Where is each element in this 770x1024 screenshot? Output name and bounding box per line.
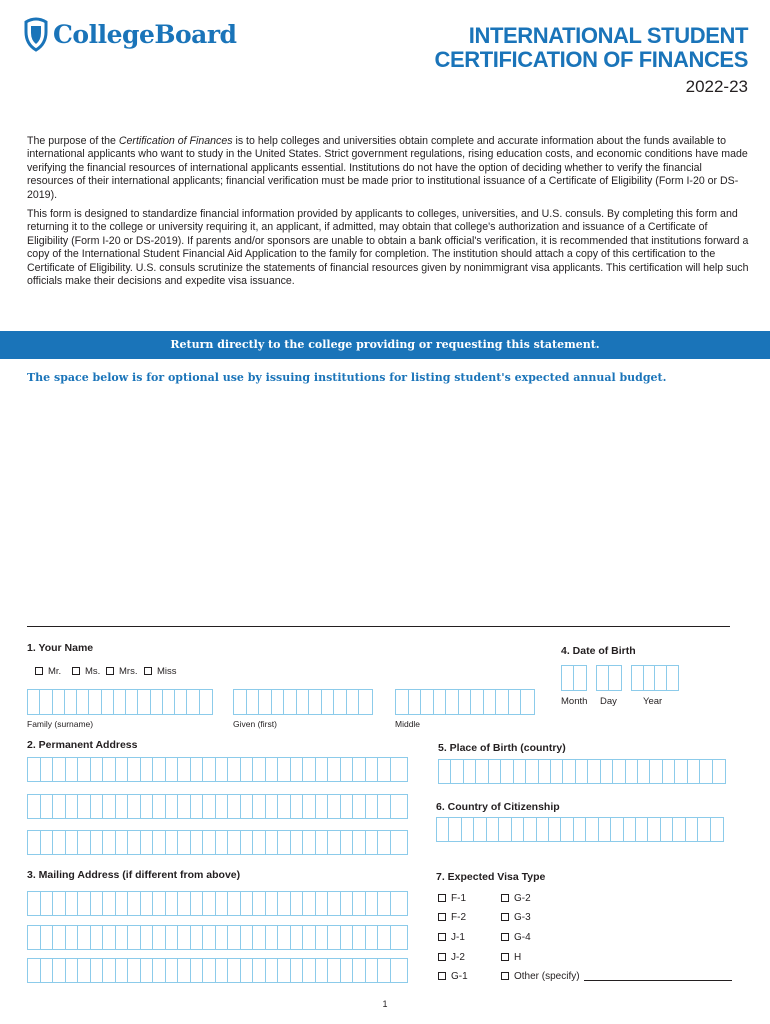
title-line-1: INTERNATIONAL STUDENT <box>468 23 748 48</box>
page-number: 1 <box>382 999 388 1009</box>
given-name-caption: Given (first) <box>233 719 277 729</box>
checkbox-icon <box>438 933 446 941</box>
visa-option-f2[interactable] <box>438 912 466 923</box>
checkbox-icon <box>144 667 152 675</box>
title-option-miss[interactable] <box>144 666 177 677</box>
month-caption: Month <box>561 696 588 707</box>
citizenship-label: 6. Country of Citizenship <box>436 801 560 813</box>
academic-year: 2022-23 <box>685 77 748 96</box>
year-caption: Year <box>643 696 663 707</box>
visa-option-label: G-2 <box>514 893 531 904</box>
visa-option-g2[interactable] <box>501 893 531 904</box>
permanent-address-line-1[interactable] <box>27 757 408 782</box>
checkbox-icon <box>106 667 114 675</box>
logo-text: CollegeBoard <box>53 19 237 49</box>
intro-paragraph-2: This form is designed to standardize financial information provided by applicants to colleges, universities, and U.S. consuls. By completing this form and returning it to the college or university requiring it, an applicant, if admitted, may obtain that college's authorization and issuance of a Certificate of Eligibility (Form I-20 or DS-2019). If parents and/or sponsors are unable to obtain a bank official's verification, it is recommended that institutions forward a copy of the International Student Financial Aid Application to the family for completion. The institution should attach a copy of this certification to the Certificate of Eligibility. U.S. consuls scrutinize the statements of financial resources given by nonimmigrant visa applicants. This certification will help such officials make their decisions and expedite visa issuance. <box>27 208 749 288</box>
permanent-address-line-3[interactable] <box>27 830 408 855</box>
visa-option-label: G-4 <box>514 932 531 943</box>
day-caption: Day <box>600 696 617 707</box>
optional-budget-note: The space below is for optional use by issuing institutions for listing student's expected annual budget. <box>27 371 667 384</box>
visa-option-label: G-3 <box>514 912 531 923</box>
birthplace-input[interactable] <box>438 759 726 784</box>
title-option-label: Miss <box>157 666 177 677</box>
checkbox-icon <box>438 953 446 961</box>
intro-p1-start: The purpose of the <box>27 135 119 147</box>
mailing-address-label: 3. Mailing Address (if different from above) <box>27 869 241 881</box>
dob-year-input[interactable] <box>631 665 679 691</box>
given-name-input[interactable] <box>233 689 373 715</box>
birthplace-label: 5. Place of Birth (country) <box>438 742 566 754</box>
checkbox-icon <box>438 894 446 902</box>
section-divider <box>27 626 730 627</box>
checkbox-icon <box>501 894 509 902</box>
checkbox-icon <box>501 972 509 980</box>
visa-option-h[interactable] <box>501 952 521 963</box>
family-name-caption: Family (surname) <box>27 719 94 729</box>
acorn-logo-icon <box>22 16 50 52</box>
title-option-label: Mrs. <box>119 666 138 677</box>
checkbox-icon <box>501 933 509 941</box>
dob-day-input[interactable] <box>596 665 622 691</box>
return-banner: Return directly to the college providing or requesting this statement. <box>0 331 770 359</box>
intro-p1-italic: Certification of Finances <box>118 135 233 147</box>
permanent-address-label: 2. Permanent Address <box>27 739 138 751</box>
title-option-label: Ms. <box>85 666 101 677</box>
checkbox-icon <box>438 913 446 921</box>
title-option-label: Mr. <box>48 666 62 677</box>
mailing-address-line-3[interactable] <box>27 958 408 983</box>
form-title <box>435 24 748 97</box>
checkbox-icon <box>501 953 509 961</box>
visa-option-f1[interactable] <box>438 893 466 904</box>
dob-month-input[interactable] <box>561 665 587 691</box>
dob-label: 4. Date of Birth <box>561 645 636 657</box>
intro-paragraph-1 <box>27 135 749 202</box>
mailing-address-line-2[interactable] <box>27 925 408 950</box>
visa-option-g1[interactable] <box>438 971 468 982</box>
visa-option-label: Other (specify) <box>514 971 580 982</box>
checkbox-icon <box>72 667 80 675</box>
mailing-address-line-1[interactable] <box>27 891 408 916</box>
visa-option-g3[interactable] <box>501 912 531 923</box>
checkbox-icon <box>501 913 509 921</box>
other-visa-specify-field[interactable] <box>584 980 732 981</box>
visa-option-label: F-2 <box>451 912 466 923</box>
permanent-address-line-2[interactable] <box>27 794 408 819</box>
visa-option-other[interactable] <box>501 971 732 982</box>
citizenship-input[interactable] <box>436 817 724 842</box>
visa-option-label: F-1 <box>451 893 466 904</box>
visa-type-label: 7. Expected Visa Type <box>436 871 546 883</box>
middle-name-caption: Middle <box>395 719 421 729</box>
visa-option-label: J-2 <box>451 952 465 963</box>
visa-option-g4[interactable] <box>501 932 531 943</box>
title-line-2: CERTIFICATION OF FINANCES <box>434 47 748 72</box>
visa-option-j1[interactable] <box>438 932 465 943</box>
checkbox-icon <box>35 667 43 675</box>
collegeboard-logo <box>22 16 237 52</box>
visa-option-label: G-1 <box>451 971 468 982</box>
visa-option-label: H <box>514 952 522 963</box>
title-option-mrs[interactable] <box>106 666 137 677</box>
middle-name-input[interactable] <box>395 689 535 715</box>
visa-option-label: J-1 <box>451 932 465 943</box>
title-option-ms[interactable] <box>72 666 100 677</box>
visa-option-j2[interactable] <box>438 952 465 963</box>
family-name-input[interactable] <box>27 689 213 715</box>
title-option-mr[interactable] <box>35 666 61 677</box>
intro-p1-end: is to help colleges and universities obtain complete and accurate information about the funds available to international applicants who want to study in the United States. Strict government regulations, rising education costs, and economic conditions have made verifying the financial resources of international applicants essential. Institutions do not have the option of deciding whether to verify the financial resources of their international applicants; financial verification must be made prior to institutional issuance of a Certificate of Eligibility (Form I-20 or DS-2019). <box>27 135 748 201</box>
checkbox-icon <box>438 972 446 980</box>
name-label: 1. Your Name <box>27 642 94 654</box>
